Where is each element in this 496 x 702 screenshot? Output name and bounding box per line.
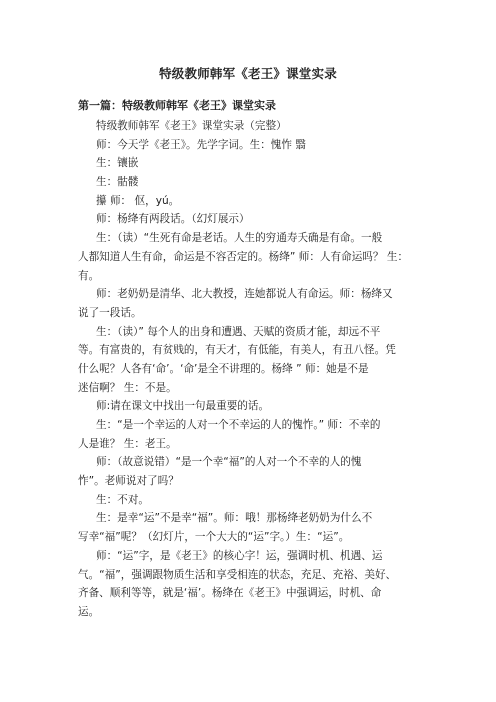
text-line: 气。“福”，强调跟物质生活和享受相连的状态，充足、充裕、美好、 [78,568,397,581]
text-line: 生：是幸“运”不是幸“福”。师：哦！那杨绛老奶奶为什么不 [96,512,373,525]
text-line: 有。 [78,269,100,282]
text-line: 攥 师： 伛，yú。 [96,194,180,207]
text-line: 生：（读）“生死有命是老话。人生的穷通寿夭确是有命。一般 [96,232,383,245]
text-line: 生：镶嵌 [96,157,139,170]
text-line: 师：杨绛有两段话。（幻灯展示） [96,213,250,226]
text-line: 怍”。老师说对了吗？ [78,475,179,488]
text-line: 师：“运”字，是《老王》的核心字！运，强调时机、机遇、运 [96,549,383,562]
text-line: 运。 [78,605,100,618]
section-heading: 第一篇：特级教师韩军《老王》课堂实录 [78,99,276,112]
text-line: 特级教师韩军《老王》课堂实录（完整） [96,120,287,132]
text-line: 等。有富贵的，有贫贱的，有天才，有低能，有美人，有丑八怪。凭 [78,344,396,357]
text-line: 齐备、顺利等等，就是‘福’。杨绛在《老王》中强调运，时机、命 [78,587,382,600]
text-line: 什么呢？人各有‘命’。‘命’是全不讲理的。杨绛 ” 师：她是不是 [78,362,369,375]
text-line: 师：（故意说错）“是一个幸“福”的人对一个不幸的人的愧 [96,456,362,469]
text-line: 人是谁？ 生：老王。 [78,437,177,450]
text-line: 生：骷髅 [96,176,139,189]
text-line: 生：不对。 [96,493,149,506]
text-line: 人都知道人生有命，命运是不容否定的。杨绛” 师：人有命运吗？ 生： [78,250,409,263]
text-line: 迷信啊？ 生：不是。 [78,381,177,394]
text-line: 师:请在课文中找出一句最重要的话。 [96,400,270,413]
text-line: 说了一段话。 [78,306,142,319]
document-title: 特级教师韩军《老王》课堂实录 [159,66,337,81]
text-line: 写幸“福”呢？（幻灯片，一个大大的“运”字。）生：“运”。 [78,531,350,544]
text-line: 生：“是一个幸运的人对一个不幸运的人的愧怍。” 师：不幸的 [96,419,381,431]
text-line: 师：今天学《老王》。先学字词。生：愧怍 翳 [96,138,306,151]
text-line: 师：老奶奶是清华、北大教授，连她都说人有命运。师：杨绛又 [96,288,393,301]
text-line: 生：（读）” 每个人的出身和遭遇、天赋的资质才能，却远不平 [96,325,381,338]
body-text [78,117,420,622]
